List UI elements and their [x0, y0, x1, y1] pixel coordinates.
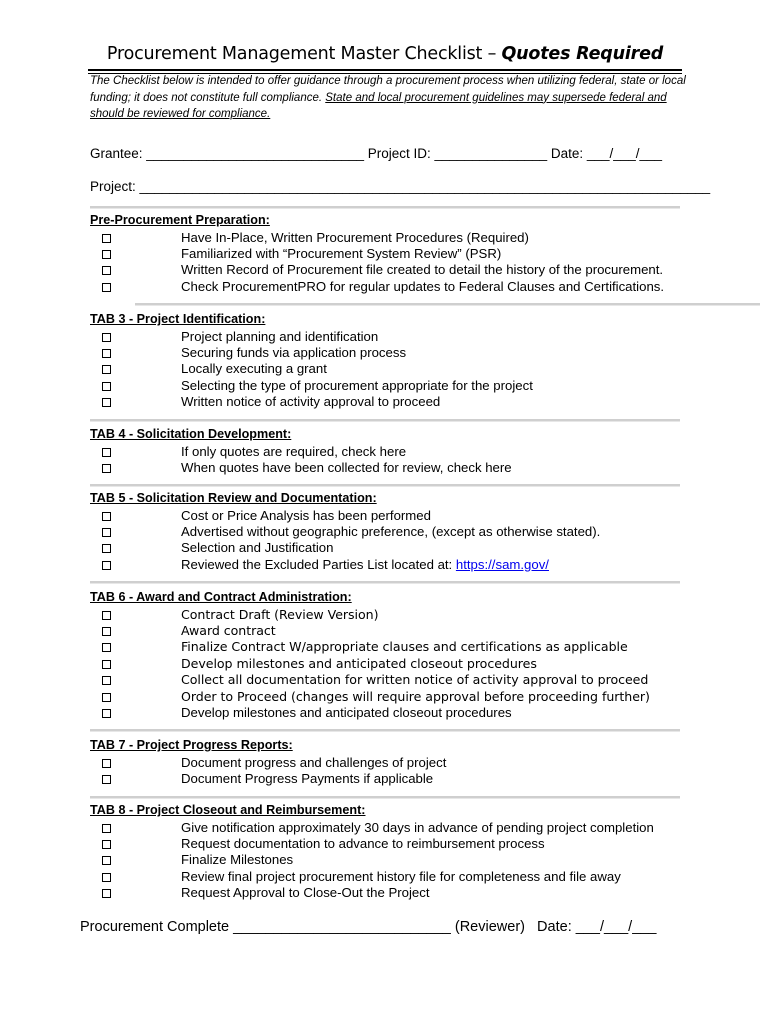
item-text: Develop milestones and anticipated closeout procedures: [181, 655, 537, 671]
checklist-item: [0, 689, 770, 705]
page-title: [0, 44, 770, 64]
checklist-item-label: [181, 607, 378, 623]
checklist-item-label: [181, 246, 501, 262]
item-text: Request documentation to advance to reimbursement process: [181, 835, 545, 851]
divider: [90, 484, 680, 487]
section-heading: TAB 4 - Solicitation Development:: [90, 427, 292, 441]
checkbox[interactable]: [102, 611, 111, 620]
item-text: Order to Proceed (changes will require approval before proceeding further): [181, 688, 650, 704]
checklist-item-label: [181, 444, 406, 460]
item-text: Collect all documentation for written notice of activity approval to proceed: [181, 672, 649, 688]
checklist-item: [0, 394, 770, 410]
checkbox[interactable]: [102, 544, 111, 553]
checklist-item-label: [181, 460, 512, 476]
checkbox[interactable]: [102, 448, 111, 457]
checkbox[interactable]: [102, 234, 111, 243]
checklist-item-label: [181, 329, 378, 345]
checkbox[interactable]: [102, 889, 111, 898]
item-text: Reviewed the Excluded Parties List located at:: [181, 556, 456, 572]
checklist-item: [0, 279, 770, 295]
checklist-item: [0, 852, 770, 868]
checkbox[interactable]: [102, 349, 111, 358]
intro-paragraph: [90, 73, 690, 123]
divider: [90, 796, 680, 799]
checklist-item: [0, 771, 770, 787]
section-heading: TAB 3 - Project Identification:: [90, 312, 266, 326]
item-text: Selection and Justification: [181, 540, 334, 556]
item-text: Written notice of activity approval to proceed: [181, 394, 441, 410]
checklist-item: [0, 508, 770, 524]
checklist-item: [0, 869, 770, 885]
checkbox[interactable]: [102, 283, 111, 292]
checklist-item: [0, 836, 770, 852]
checklist-item-label: [181, 820, 654, 836]
section-heading: TAB 7 - Project Progress Reports:: [90, 738, 293, 752]
section-heading: TAB 8 - Project Closeout and Reimbursement:: [90, 803, 366, 817]
item-text: If only quotes are required, check here: [181, 443, 407, 459]
title-emphasis: Quotes Required: [501, 44, 664, 64]
item-text: Review final project procurement history file for completeness and file away: [181, 868, 621, 884]
checklist-item-label: [181, 361, 327, 377]
checklist-item: [0, 623, 770, 639]
project-field-line[interactable]: Project: ____________________________________________________________________________: [90, 179, 711, 194]
checklist-item-label: [181, 508, 431, 524]
checkbox[interactable]: [102, 528, 111, 537]
checkbox[interactable]: [102, 693, 111, 702]
checklist-item-label: [181, 378, 533, 394]
divider: [135, 303, 760, 306]
item-text: Familiarized with “Procurement System Review” (PSR): [181, 245, 502, 261]
checklist-item-label: [181, 279, 664, 295]
checklist-item-label: [181, 230, 529, 246]
checklist-item: [0, 246, 770, 262]
sam-gov-link[interactable]: https://sam.gov/: [455, 556, 549, 572]
checklist-item: [0, 557, 770, 573]
title-main: Procurement Management Master Checklist –: [106, 44, 502, 64]
checklist-item: [0, 820, 770, 836]
checkbox[interactable]: [102, 840, 111, 849]
intro-text: The Checklist below is intended to offer guidance through a procurement process when utilizing federal, state or local funding; it does not constitute full compliance.: [90, 75, 686, 104]
checkbox[interactable]: [102, 398, 111, 407]
checklist-item-label: [181, 755, 446, 771]
item-text: Cost or Price Analysis has been performed: [181, 507, 431, 523]
divider: [90, 206, 680, 209]
item-text: Project planning and identification: [181, 328, 379, 344]
item-text: Check ProcurementPRO for regular updates to Federal Clauses and Certifications.: [181, 278, 665, 294]
checklist-item: [0, 460, 770, 476]
procurement-complete-line[interactable]: Procurement Complete ___________________________ (Reviewer) Date: ___/___/___: [80, 919, 657, 935]
item-text: Locally executing a grant: [181, 361, 327, 377]
item-text: Develop milestones and anticipated closeout procedures: [181, 704, 512, 720]
checklist-item: [0, 345, 770, 361]
checkbox[interactable]: [102, 676, 111, 685]
checkbox[interactable]: [102, 660, 111, 669]
checklist-item: [0, 361, 770, 377]
item-text: Give notification approximately 30 days in advance of pending project completion: [181, 819, 654, 835]
section-heading: Pre-Procurement Preparation:: [90, 213, 270, 227]
checklist-item-label: [181, 540, 333, 556]
checklist-item-label: [181, 836, 545, 852]
checkbox[interactable]: [102, 627, 111, 636]
checklist-item-label: [181, 524, 600, 540]
checklist-item-label: [181, 656, 537, 672]
checklist-item-label: [181, 639, 628, 655]
checklist-item: [0, 639, 770, 655]
item-text: Have In-Place, Written Procurement Procedures (Required): [181, 229, 529, 245]
item-text: Advertised without geographic preference, (except as otherwise stated).: [181, 523, 601, 539]
checkbox[interactable]: [102, 824, 111, 833]
checklist-item-label: [181, 623, 276, 639]
item-text: When quotes have been collected for review, check here: [181, 459, 512, 475]
checklist-item: [0, 262, 770, 278]
checkbox[interactable]: [102, 365, 111, 374]
checklist-item-label: [181, 672, 648, 688]
item-text: Request Approval to Close-Out the Project: [181, 885, 430, 901]
checklist-item-label: [181, 869, 621, 885]
checkbox[interactable]: [102, 266, 111, 275]
checklist-item: [0, 540, 770, 556]
checklist-item-label: [181, 345, 406, 361]
checklist-item-label: [181, 771, 433, 787]
checklist-item: [0, 329, 770, 345]
checklist-item: [0, 444, 770, 460]
item-text: Securing funds via application process: [181, 344, 407, 360]
checkbox[interactable]: [102, 775, 111, 784]
item-text: Award contract: [181, 622, 276, 638]
checkbox[interactable]: [102, 561, 111, 570]
item-text: Document progress and challenges of project: [181, 754, 447, 770]
checkbox[interactable]: [102, 250, 111, 259]
checkbox[interactable]: [102, 873, 111, 882]
checklist-item: [0, 885, 770, 901]
section-heading: TAB 6 - Award and Contract Administration:: [90, 590, 352, 604]
grantee-field-line[interactable]: Grantee: _____________________________ Project ID: _______________ Date: ___/___/___: [90, 146, 662, 161]
checklist-item-label: [181, 557, 549, 573]
checklist-item-label: [181, 885, 430, 901]
checkbox[interactable]: [102, 512, 111, 521]
checkbox[interactable]: [102, 464, 111, 473]
item-text: Finalize Contract W/appropriate clauses and certifications as applicable: [181, 639, 628, 655]
checklist-item: [0, 378, 770, 394]
divider: [90, 419, 680, 422]
checkbox[interactable]: [102, 643, 111, 652]
checklist-item: [0, 755, 770, 771]
checklist-item-label: [181, 705, 512, 721]
item-text: Contract Draft (Review Version): [181, 606, 379, 622]
checkbox[interactable]: [102, 333, 111, 342]
item-text: Document Progress Payments if applicable: [181, 770, 434, 786]
checklist-item: [0, 705, 770, 721]
intro-underlined-text: State and local procurement guidelines may supersede federal and should be reviewed for compliance.: [90, 91, 667, 120]
checklist-item-label: [181, 689, 650, 705]
checkbox[interactable]: [102, 709, 111, 718]
item-text: Selecting the type of procurement appropriate for the project: [181, 377, 533, 393]
checklist-item: [0, 607, 770, 623]
checklist-item: [0, 656, 770, 672]
checklist-item-label: [181, 852, 293, 868]
item-text: Finalize Milestones: [181, 852, 294, 868]
checkbox[interactable]: [102, 759, 111, 768]
divider: [90, 729, 680, 732]
divider: [90, 581, 680, 584]
checkbox[interactable]: [102, 382, 111, 391]
item-text: Written Record of Procurement file created to detail the history of the procurement.: [181, 262, 664, 278]
checklist-item: [0, 524, 770, 540]
checklist-item-label: [181, 394, 440, 410]
checklist-item-label: [181, 262, 663, 278]
checklist-item: [0, 672, 770, 688]
checklist-item: [0, 230, 770, 246]
section-heading: TAB 5 - Solicitation Review and Documentation:: [90, 491, 377, 505]
title-underline: [88, 69, 682, 71]
checkbox[interactable]: [102, 856, 111, 865]
